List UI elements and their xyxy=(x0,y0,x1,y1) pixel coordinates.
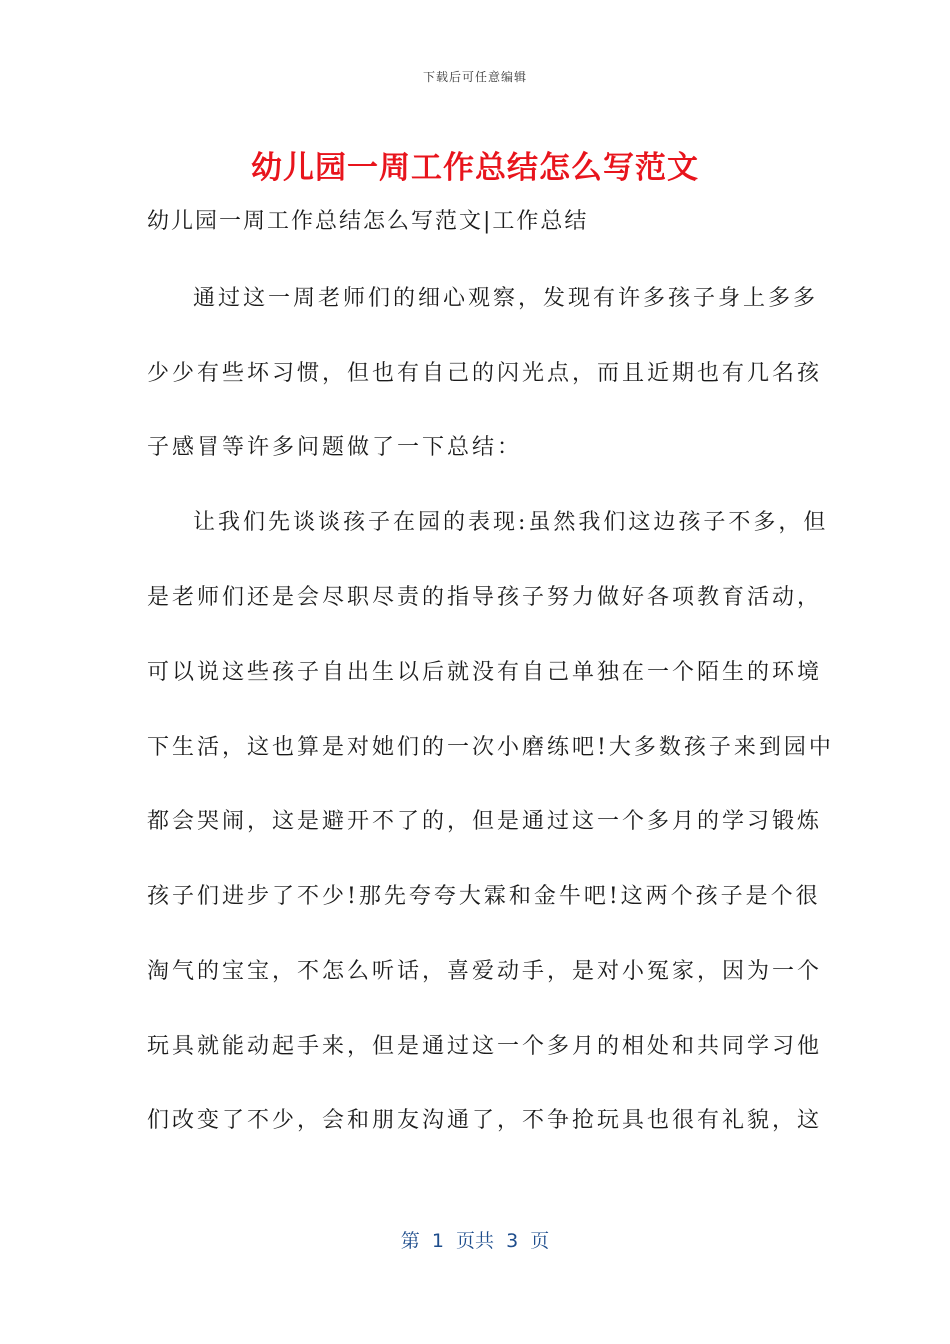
body-line-3: 子感冒等许多问题做了一下总结： xyxy=(147,435,523,460)
body-line-4: 让我们先谈谈孩子在园的表现:虽然我们这边孩子不多，但 xyxy=(193,510,829,535)
document-title: 幼儿园一周工作总结怎么写范文 xyxy=(251,150,699,186)
page-footer: 第 1 页共 3 页 xyxy=(400,1230,550,1252)
body-line-9: 孩子们进步了不少!那先夸夸大霖和金牛吧!这两个孩子是个很 xyxy=(147,884,821,909)
header-note: 下载后可任意编辑 xyxy=(422,70,527,84)
body-line-1: 通过这一周老师们的细心观察，发现有许多孩子身上多多 xyxy=(193,286,819,311)
body-line-8: 都会哭闹，这是避开不了的，但是通过这一个多月的学习锻炼 xyxy=(147,809,823,834)
document-subtitle: 幼儿园一周工作总结怎么写范文|工作总结 xyxy=(147,209,589,234)
body-line-7: 下生活，这也算是对她们的一次小磨练吧!大多数孩子来到园中 xyxy=(147,735,834,760)
body-line-2: 少少有些坏习惯，但也有自己的闪光点，而且近期也有几名孩 xyxy=(147,361,823,386)
body-line-6: 可以说这些孩子自出生以后就没有自己单独在一个陌生的环境 xyxy=(147,660,823,685)
body-line-10: 淘气的宝宝，不怎么听话，喜爱动手，是对小冤家，因为一个 xyxy=(147,959,823,984)
body-line-12: 们改变了不少，会和朋友沟通了，不争抢玩具也很有礼貌，这 xyxy=(147,1108,823,1133)
body-line-11: 玩具就能动起手来，但是通过这一个多月的相处和共同学习他 xyxy=(147,1034,823,1059)
body-line-5: 是老师们还是会尽职尽责的指导孩子努力做好各项教育活动， xyxy=(147,585,823,610)
